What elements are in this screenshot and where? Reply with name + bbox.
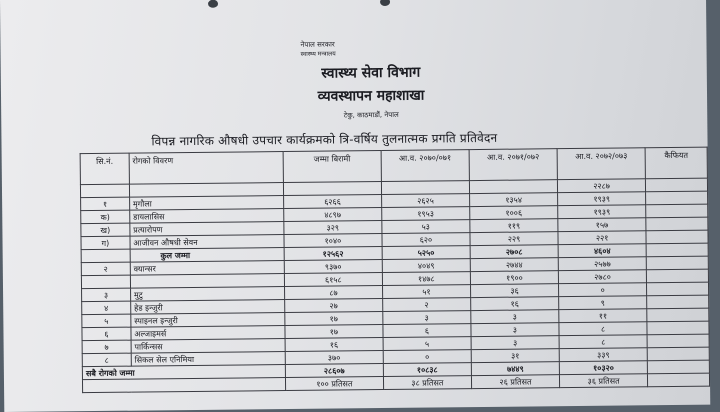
cell-disease: अल्जाइमर्स (131, 326, 285, 341)
cell-fy3: १९३९ (558, 192, 646, 206)
cell-fy2: ३६ (470, 284, 558, 298)
punch-hole-right (380, 0, 390, 6)
cell-fy2: १६ (471, 297, 559, 311)
cell-fy2: २२९ (470, 232, 558, 246)
cell-fy1: ४०४९ (382, 259, 470, 273)
cell-fy1: ५१ (382, 285, 470, 299)
cell-total: ३२९ (284, 221, 382, 235)
cell-total: ८७ (284, 286, 382, 300)
col-header-sn: सि.नं. (80, 153, 129, 185)
cell-remarks (647, 347, 709, 361)
cell-disease: आजीवन औषधी सेवन (130, 235, 284, 250)
cell-sn: १ (81, 197, 130, 211)
cell-sn (80, 184, 129, 198)
cell-fy3: ० (559, 283, 647, 297)
cell-remarks (647, 321, 709, 335)
grand-total-fy2: ७४४९ (471, 362, 559, 376)
cell-sn (81, 249, 130, 263)
cell-fy3: १९३९ (558, 205, 646, 219)
cell-fy2 (469, 180, 557, 194)
cell-fy1: ५३ (382, 220, 470, 234)
cell-remarks (646, 243, 708, 257)
cell-remarks (646, 204, 708, 218)
cell-fy1: २ (382, 298, 470, 312)
cell-remarks (647, 282, 709, 296)
cell-total: ६१५८ (284, 273, 382, 287)
cell-disease: हेड इन्जुरी (130, 300, 284, 315)
cell-total: १६ (285, 338, 383, 352)
cell-disease: पार्किन्सस (131, 339, 285, 354)
cell-fy2: ११९ (470, 219, 558, 233)
cell-sn (81, 275, 130, 289)
cell-sn: ४ (82, 301, 131, 315)
cell-disease: सिकल सेल एनिमिया (131, 352, 285, 367)
cell-sn: ८ (82, 353, 131, 367)
cell-remarks (647, 295, 709, 309)
cell-fy3: २२८७ (557, 179, 645, 193)
percent-label-empty (82, 378, 285, 393)
cell-fy2: ३ (471, 310, 559, 324)
percent-fy1: ३८ प्रतिसत (383, 376, 471, 390)
cell-fy2: ३ (471, 336, 559, 350)
cell-sn: ख) (81, 223, 130, 237)
percent-remarks (648, 373, 710, 387)
cell-fy2: ३१ (471, 349, 559, 363)
report-title: विपन्न नागरिक औषधी उपचार कार्यक्रमको त्रि-वर्षिय तुलनात्मक प्रगति प्रतिवेदन (151, 130, 498, 149)
cell-sn: ग) (81, 236, 130, 250)
cell-remarks (647, 334, 709, 348)
cell-fy2: १९०० (470, 271, 558, 285)
cell-fy1: १४७८ (382, 272, 470, 286)
col-header-fy3: आ.व. २०७२/०७३ (557, 148, 645, 180)
cell-fy3: ८ (559, 335, 647, 349)
cell-fy1 (381, 181, 469, 195)
progress-table (80, 147, 710, 394)
cell-disease: क्यान्सर (130, 261, 284, 276)
cell-total: १७ (285, 325, 383, 339)
grand-total-fy1: १०८३८ (383, 363, 471, 377)
grand-total-value: २८६०७ (285, 364, 383, 378)
cell-sn: २ (81, 262, 130, 276)
cell-total: ६२६६ (284, 195, 382, 209)
letterhead (240, 39, 501, 123)
cell-fy2: ३ (471, 323, 559, 337)
cell-remarks (646, 191, 708, 205)
cell-total: १०४० (284, 234, 382, 248)
cell-remarks (646, 230, 708, 244)
cell-sn: ६ (82, 327, 131, 341)
cell-sn: ५ (82, 314, 131, 328)
cell-disease: स्पाइनल इन्जुरी (131, 313, 285, 328)
cell-sn: ३ (82, 288, 131, 302)
grand-total-label: सबै रोगको जम्मा (82, 365, 285, 380)
cell-fy3: ८ (559, 322, 647, 336)
percent-total: १०० प्रतिसत (285, 377, 383, 391)
col-header-remarks: कैफियत (645, 147, 707, 179)
cell-disease: मुटु (130, 287, 284, 302)
cell-disease: कुल जम्मा (130, 248, 284, 263)
cell-remarks (647, 269, 709, 283)
col-header-disease: रोगको विवरण (129, 152, 283, 185)
office-address: टेकु, काठमाडौं, नेपाल (343, 110, 399, 120)
cell-fy3: २२१ (558, 231, 646, 245)
cell-fy3: ३३९ (559, 348, 647, 362)
cell-fy3: ९ (559, 296, 647, 310)
cell-fy2: २७४४ (470, 258, 558, 272)
ministry-name: स्वास्थ्य मन्त्रालय (300, 50, 336, 58)
cell-fy1: ५२५० (382, 246, 470, 260)
cell-sn: क) (81, 210, 130, 224)
cell-fy3: ४६०४ (558, 244, 646, 258)
department-name: स्वास्थ्य सेवा विभाग (321, 64, 421, 82)
punch-hole-left (208, 0, 218, 8)
cell-total: ९३७० (284, 260, 382, 274)
cell-disease: डायलासिस (130, 209, 284, 224)
percent-fy3: ३६ प्रतिसत (560, 374, 648, 388)
percent-fy2: २६ प्रतिसत (471, 375, 559, 389)
cell-fy1: १९५३ (382, 207, 470, 221)
cell-fy3: १५७ (558, 218, 646, 232)
cell-total: २७ (285, 299, 383, 313)
cell-fy2: २७०८ (470, 245, 558, 259)
division-name: व्यवस्थापन महाशाखा (317, 87, 425, 105)
col-header-fy2: आ.व. २०७१/०७२ (469, 149, 557, 181)
grand-total-remarks (648, 360, 710, 374)
cell-fy1: २६२५ (381, 194, 469, 208)
col-header-fy1: आ.व. २०७०/०७१ (381, 150, 469, 182)
cell-fy3: ११ (559, 309, 647, 323)
cell-sn: ७ (82, 340, 131, 354)
cell-fy1: ५ (383, 337, 471, 351)
government-name: नेपाल सरकार (300, 40, 335, 49)
cell-remarks (647, 308, 709, 322)
cell-disease: मृगौला (129, 196, 283, 211)
cell-remarks (646, 256, 708, 270)
cell-fy2: १००६ (470, 206, 558, 220)
cell-total: ३७० (285, 351, 383, 365)
cell-fy2: १३५४ (470, 193, 558, 207)
cell-fy1: ० (383, 350, 471, 364)
cell-fy1: ६ (383, 324, 471, 338)
cell-remarks (646, 178, 708, 192)
cell-fy1: ३ (383, 311, 471, 325)
col-header-total: जम्मा बिरामी (283, 151, 381, 183)
cell-fy3: २५७७ (558, 257, 646, 271)
cell-total: १७ (285, 312, 383, 326)
cell-disease: प्रत्यारोपण (130, 222, 284, 237)
cell-total: ४८९७ (284, 208, 382, 222)
cell-total: १२५६२ (284, 247, 382, 261)
cell-fy3: २७८० (558, 270, 646, 284)
grand-total-fy3: १०३२० (559, 361, 647, 375)
cell-total (283, 182, 381, 196)
cell-fy1: ६२० (382, 233, 470, 247)
cell-remarks (646, 217, 708, 231)
